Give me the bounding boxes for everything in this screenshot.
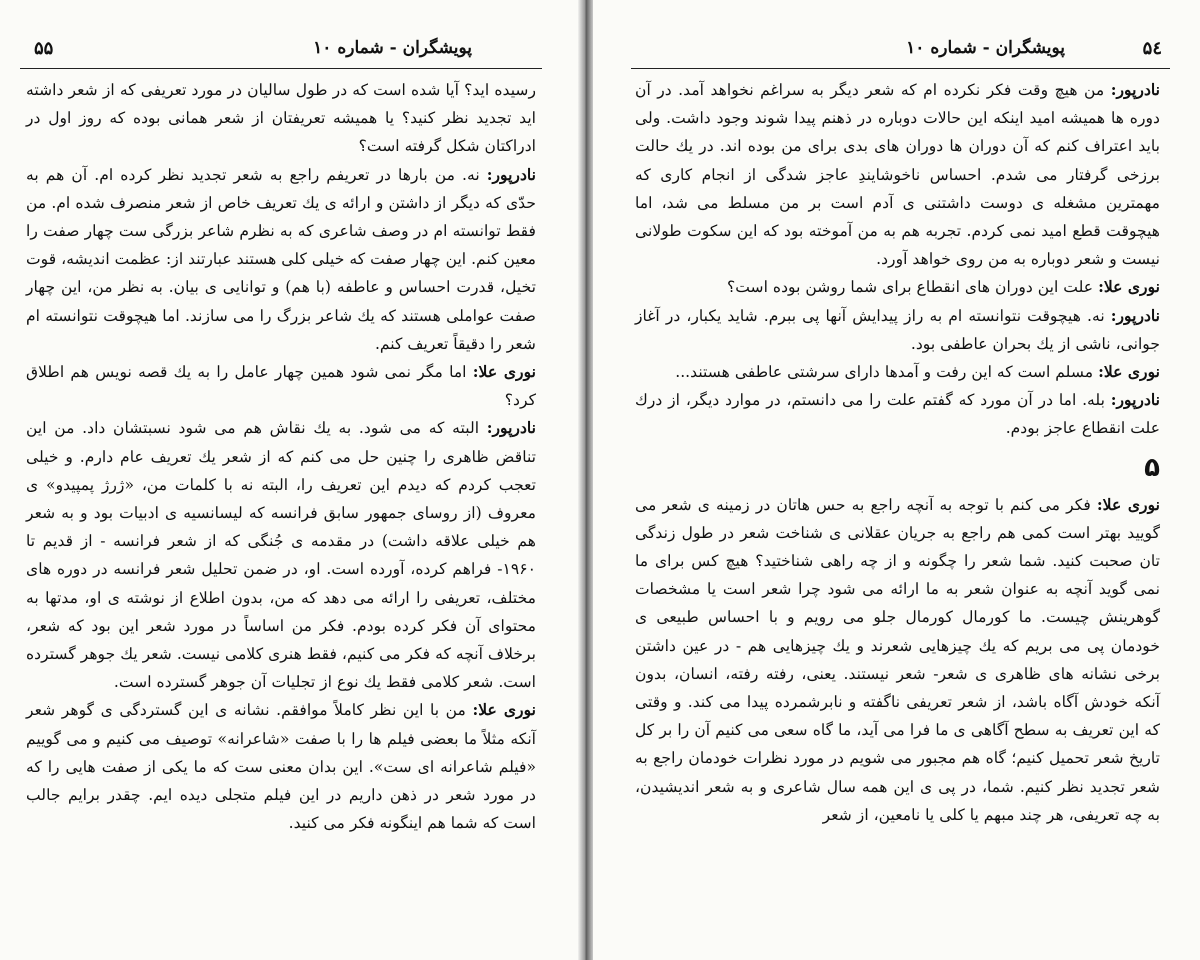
paragraph (635, 273, 1160, 301)
left-page-body (26, 76, 536, 837)
paragraph-text: نه. من بارها در تعریفم راجع به شعر تجدید نظر کرده ام. آن هم به حدّی که دیگر از داشتن و ارائه ی یك تعریف خاص از شعر منصرف شده ام. من فقط توانسته ام در وصف شاعری که به نظرم شاعر بزرگی ست چهار صفت را معین کنم. این چهار صفت که خیلی کلی هستند عبارتند از: عظمت اندیشه، قوت تخیل، قدرت احساس و عاطفه (با هم) و توانایی ی بیان. به نظر من، این چهار صفت عواملی هستند که یك شاعر بزرگ را می سازند. اما هیچوقت نتوانسته ام شعر را دقیقاً تعریف کنم. (26, 165, 536, 353)
paragraph-text: مسلم است که این رفت و آمدها دارای سرشتی عاطفی هستند... (675, 363, 1094, 382)
speaker-label: نوری علا: (472, 362, 536, 382)
speaker-label: نوری علا: (1096, 494, 1160, 514)
speaker-label: نادرپور: (1110, 305, 1161, 325)
paragraph (26, 414, 536, 696)
paragraph-text: نه. هیچوقت نتوانسته ام به راز پیدایش آنها پی ببرم. شاید یکبار، در آغاز جوانی، ناشی از یك بحران عاطفی بود. (635, 306, 1160, 353)
left-page-header (20, 38, 542, 68)
paragraph-text: فکر می کنم با توجه به آنچه راجع به حس هاتان در زمینه ی شعر می گویید بهتر است کمی هم راجع به جریان عقلانی ی شناخت شعر در طول زندگی تان صحبت کنید. شما شعر را چگونه و از چه راهی شناختید؟ هیچ کس برای ما نمی گوید آنچه به عنوان شعر به ما ارائه می شود چرا شعر است یا مشخصات گوهرینش چیست. ما کورمال کورمال جلو می رویم و با احساس طبیعی ی خودمان پی می بریم که یك چیزهایی شعرند و یك چیزهایی هم - در عین داشتن برخی نشانه های ظاهری ی شعر- شعر نیستند. یعنی، رفته رفته، انسان، بدون آنکه خودش آگاه باشد، از شعر تعریفی ناگفته و نابرشمرده پیدا می کند. و وقتی که این تعریف به سطح آگاهی ی ما فرا می آید، ما گاه سعی می کنیم آن را بر کل تاریخ شعر تحمیل کنیم؛ گاه هم مجبور می شویم در مورد نظرات خودمان راجع به شعر تجدید نظر کنیم. شما، در پی ی این همه سال شاعری و به شعر اندیشیدن، به چه تعریفی، هر چند مبهم یا کلی یا نامعین، از شعر (635, 495, 1160, 824)
paragraph (26, 696, 536, 837)
paragraph (635, 76, 1160, 273)
speaker-label: نادرپور: (486, 418, 536, 438)
speaker-label: نوری علا: (472, 700, 536, 720)
paragraph-text: بله. اما در آن مورد که گفتم علت را می دانستم، در موارد دیگر، از درك علت انقطاع عاجز بودم. (635, 391, 1160, 438)
left-header-rule (20, 68, 542, 69)
paragraph (635, 491, 1160, 829)
speaker-label: نوری علا: (1098, 277, 1160, 297)
speaker-label: نوری علا: (1098, 362, 1160, 382)
paragraph-text: رسیده اید؟ آیا شده است که در طول سالیان در مورد تعریفی که از شعر داشته اید تجدید نظر کنید؟ یا همیشه تعریفتان از شعر همانی بوده که روز اول در ادراکتان شکل گرفته است؟ (26, 81, 536, 156)
book-gutter (578, 0, 593, 960)
speaker-label: نادرپور: (1110, 390, 1160, 410)
paragraph-text: من هیچ وقت فکر نکرده ام که شعر دیگر به سراغم نخواهد آمد. در آن دوره ها همیشه امید اینکه این حالات دوباره در ذهنم پیدا شوند وجود داشت. ولی باید اعتراف کنم که آن دوران ها دوران های بدی برای من بوده اند. در یك حالت برزخی گرفتار می شدم. احساس ناخوشایندِ عاجز شدگی از انجام کاری که مهمترین مشغله ی دوست داشتنی ی آدم است بر من مسلط می شد، اما هیچوقت قطع امید نمی کردم. تجربه هم به من آموخته بود که این سکوت طولانی نیست و شعر دوباره به من روی خواهد آورد. (635, 81, 1160, 269)
paragraph (26, 358, 536, 414)
paragraph (635, 386, 1160, 442)
right-header-rule (631, 68, 1170, 69)
paragraph (26, 76, 536, 161)
section-number: ۵ (1144, 452, 1160, 483)
paragraph (26, 161, 536, 358)
speaker-label: نادرپور: (1110, 80, 1160, 99)
right-running-title: پویشگران - شماره ۱۰ (906, 38, 1065, 58)
paragraph-text: اما مگر نمی شود همین چهار عامل را به یك قصه نویس هم اطلاق کرد؟ (26, 363, 536, 410)
left-running-title: پویشگران - شماره ۱۰ (313, 38, 472, 58)
right-page-header (631, 38, 1170, 68)
right-page-body (635, 76, 1160, 829)
paragraph-text: علت این دوران های انقطاع برای شما روشن بوده است؟ (726, 278, 1094, 297)
left-page-number: ۵۵ (34, 38, 54, 59)
paragraph (635, 302, 1160, 358)
left-page (0, 0, 578, 960)
paragraph (635, 358, 1160, 386)
right-page (593, 0, 1200, 960)
paragraph-text: من با این نظر کاملاً موافقم. نشانه ی این گستردگی ی گوهر شعر آنکه مثلاً ما بعضی فیلم ها را با صفت «شاعرانه» توصیف می کنیم و می گوییم «فیلم شاعرانه ای ست». این بدان معنی ست که ما یکی از صفت هایی را که در مورد شعر در ذهن داریم در این فیلم متجلی دیده ایم. چقدر برایم جالب است که شما هم اینگونه فکر می کنید. (26, 701, 536, 833)
speaker-label: نادرپور: (486, 164, 536, 184)
paragraph-text: البته که می شود. به یك نقاش هم می شود نسبتشان داد. من این تناقض ظاهری را چنین حل می کنم که از شعر یك تعریف عام دارم. و خیلی تعجب کردم که دیدم این تعریف را، البته نه با کلمات من، «ژرژ پمپیدو» ی معروف (از روسای جمهور سابق فرانسه که لیسانسیه ی ادبیات بود و به شعر هم خیلی علاقه داشت) در مقدمه ی جُنگی که از شعر فرانسه - از قدیم تا ۱۹۶۰- فراهم کرده، آورده است. او، در ضمن تحلیل شعر فرانسه در دوره های مختلف، تعریفی را ارائه می دهد که من، بدون اطلاع از نوشته ی او، مدتها به محتوای آن فکر کرده بودم. فکر من اساساً در مورد شعر این بود که شعر، برخلاف آنچه که فکر می کنیم، فقط هنری کلامی نیست. شعر یك جوهر گسترده است. شعر کلامی فقط یك نوع از تجلیات آن جوهر گسترده است. (26, 419, 536, 692)
right-page-number: ۵٤ (1142, 38, 1162, 59)
